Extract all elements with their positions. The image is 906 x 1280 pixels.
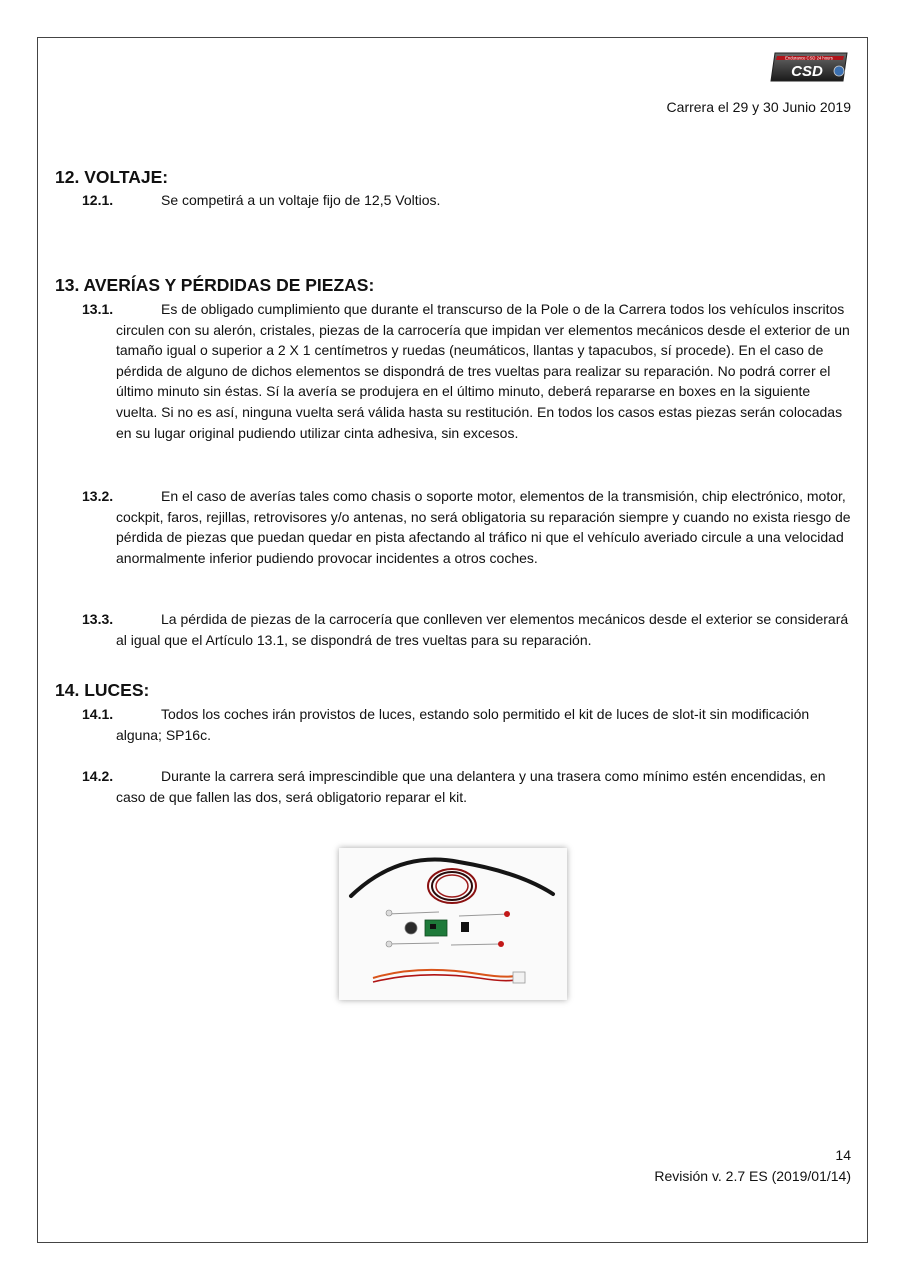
clause-text: Se competirá a un voltaje fijo de 12,5 Voltios. [161,192,441,208]
clause-12-1 [82,190,854,211]
clause-14-2 [82,766,854,807]
clause-number: 12.1. [82,192,114,208]
section-title-voltaje: 12. VOLTAJE: [55,167,169,187]
clause-number: 14.1. [82,706,114,722]
section-title-averias: 13. AVERÍAS Y PÉRDIDAS DE PIEZAS: [55,275,375,295]
logo-text: CSD [791,63,823,80]
light-kit-photo [339,848,567,1000]
clause-text: Durante la carrera será imprescindible que una delantera y una trasera como mínimo estén encendidas, en caso de que fallen las dos, será obligatorio reparar el kit. [116,768,826,805]
clause-14-1 [82,704,854,745]
revision-info: Revisión v. 2.7 ES (2019/01/14) [654,1168,851,1184]
logo-subtext: Endurance CSD 24 hours [785,55,833,61]
clause-text: Es de obligado cumplimiento que durante el transcurso de la Pole o de la Carrera todos los vehículos inscritos circulen con su alerón, cristales, piezas de la carrocería que impidan ver elementos mecánicos desde el exterior de un tamaño igual o superior a 2 X 1 centímetros y ruedas (neumáticos, llantas y tapacubos, sí procede). En el caso de pérdida de alguno de dichos elementos se dispondrá de tres vueltas para realizar su reparación. No podrá correr el último minuto sin éstas. Sí la avería se produjera en el último minuto, deberá repararse en boxes en la siguiente vuelta. Si no es así, ninguna vuelta será válida hasta su restitución. En todos los casos estas piezas serán colocadas en su lugar original pudiendo utilizar cinta adhesiva, sin excesos. [116,301,850,441]
clause-text: En el caso de averías tales como chasis o soporte motor, elementos de la transmisión, chip electrónico, motor, cockpit, faros, rejillas, retrovisores y/o antenas, no será obligatoria su reparación siempre y cuando no exista riesgo de pérdida de piezas que puedan quedar en pista afectando al tráfico ni que el vehículo averiado circule a una velocidad anormalmente inferior pudiendo provocar incidentes a otros coches. [116,488,851,566]
page-number: 14 [835,1147,851,1163]
clause-number: 13.3. [82,611,114,627]
clause-text: La pérdida de piezas de la carrocería que conlleven ver elementos mecánicos desde el exterior se considerará al igual que el Artículo 13.1, se dispondrá de tres vueltas para su reparación. [116,611,849,648]
clause-text: Todos los coches irán provistos de luces, estando solo permitido el kit de luces de slot-it sin modificación alguna; SP16c. [116,706,810,743]
clause-13-3 [82,609,854,650]
race-date: Carrera el 29 y 30 Junio 2019 [666,99,851,115]
section-title-luces: 14. LUCES: [55,680,150,700]
clause-13-2 [82,486,854,568]
clause-13-1 [82,299,854,443]
clause-number: 13.1. [82,301,114,317]
clause-number: 14.2. [82,768,114,784]
clause-number: 13.2. [82,488,114,504]
csd-logo [769,49,851,85]
